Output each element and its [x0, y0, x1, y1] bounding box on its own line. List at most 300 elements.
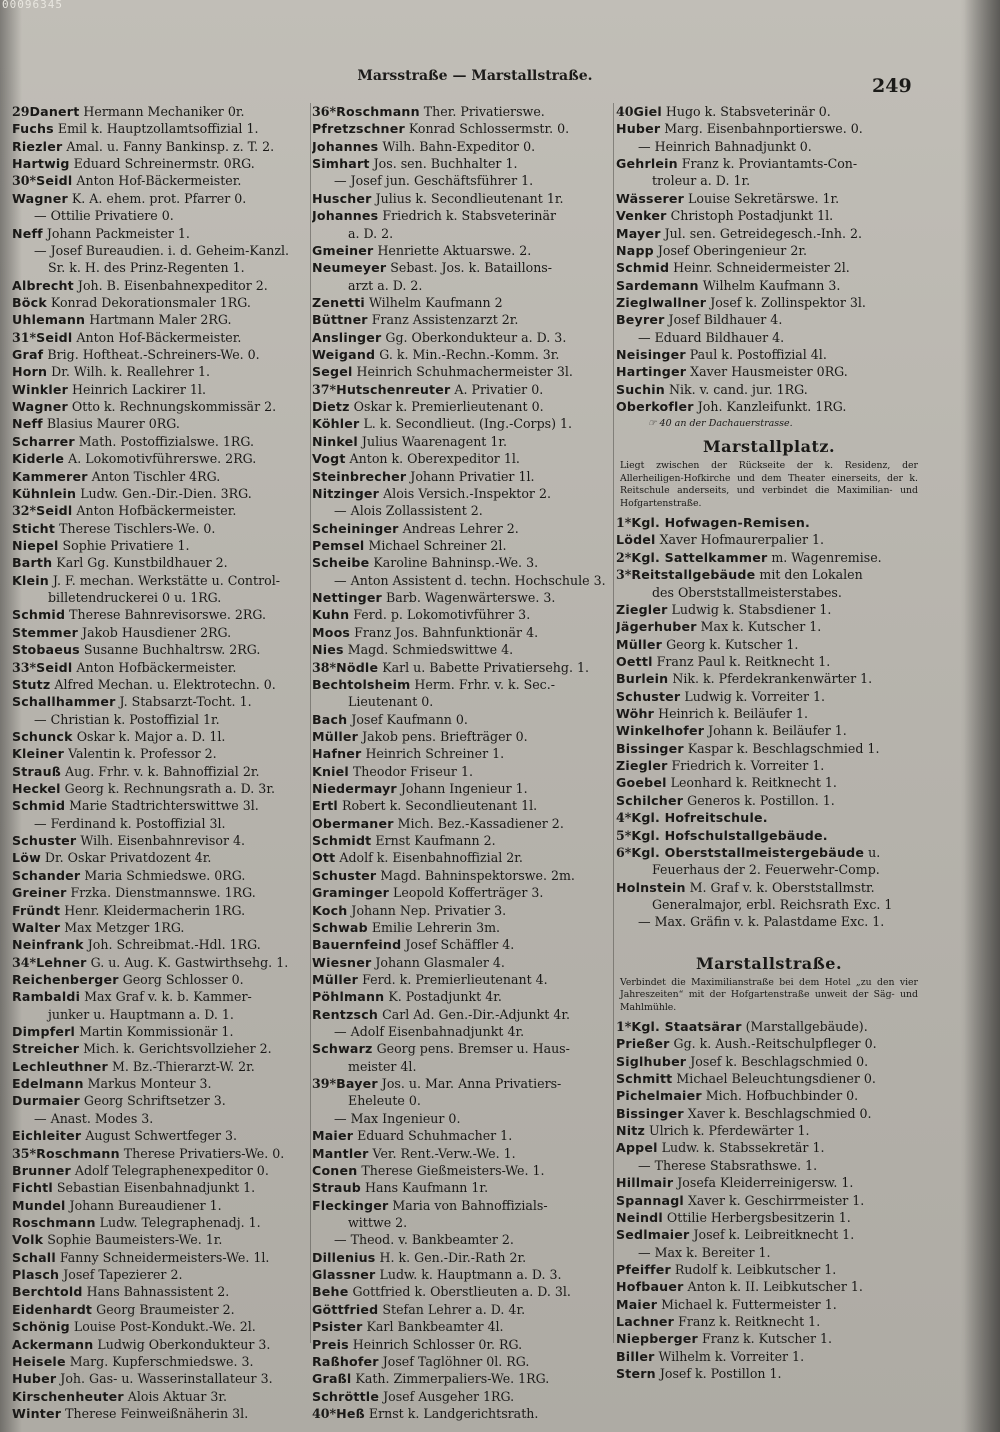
resident-details: Xaver k. Geschirrmeister 1.	[683, 1192, 865, 1208]
resident-surname: Kgl. Staatsärar	[631, 1018, 742, 1034]
resident-details: Martin Kommissionär 1.	[75, 1024, 234, 1040]
resident-surname: Neff	[12, 225, 43, 241]
directory-entry	[12, 207, 310, 224]
resident-surname: Nitzinger	[312, 485, 380, 501]
resident-surname: Johannes	[312, 208, 379, 224]
directory-entry	[616, 259, 922, 276]
directory-entry	[12, 103, 310, 120]
resident-details: Oskar k. Major a. D. 1l.	[72, 728, 226, 744]
directory-entry	[312, 902, 614, 919]
resident-surname: Rentzsch	[312, 1006, 379, 1022]
directory-entry	[616, 1330, 922, 1347]
directory-entry	[312, 1092, 614, 1109]
resident-surname: Schmitt	[616, 1071, 673, 1087]
directory-entry	[312, 884, 614, 901]
directory-entry	[312, 1336, 614, 1353]
resident-details: Ernst k. Landgerichtsrath.	[364, 1405, 539, 1421]
resident-surname: Hutschenreuter	[336, 381, 451, 397]
resident-details: Ther. Privatierswe.	[419, 104, 545, 119]
resident-details: Maria von Bahnoffizials-	[388, 1197, 548, 1213]
directory-entry	[12, 138, 310, 155]
resident-surname: Schwab	[312, 919, 368, 935]
entry-wrapped-line: arzt a. D. 2.	[348, 277, 423, 293]
resident-surname: Maier	[312, 1128, 354, 1144]
resident-details: Ludw. k. Stabssekretär 1.	[657, 1140, 825, 1156]
directory-entry	[12, 745, 310, 762]
resident-surname: Nettinger	[312, 590, 382, 606]
resident-details: Jakob pens. Briefträger 0.	[358, 728, 528, 744]
resident-surname: Spannagl	[616, 1192, 684, 1208]
directory-entry	[312, 919, 614, 936]
resident-surname: Mantler	[312, 1145, 369, 1161]
directory-entry	[616, 809, 922, 826]
directory-entry	[616, 155, 922, 172]
resident-surname: Ackermann	[12, 1336, 94, 1352]
house-number: 6*	[616, 844, 632, 860]
directory-entry	[616, 1122, 922, 1139]
resident-surname: Straub	[312, 1180, 361, 1196]
resident-surname: Streicher	[12, 1041, 80, 1057]
resident-surname: Schmid	[12, 607, 66, 623]
resident-surname: Napp	[616, 242, 654, 258]
resident-surname: Klein	[12, 572, 49, 588]
directory-entry	[312, 971, 614, 988]
resident-details: L. k. Secondlieut. (Ing.-Corps) 1.	[359, 416, 573, 432]
resident-details: Heinrich Lackirer 1l.	[68, 381, 206, 397]
directory-entry	[312, 693, 614, 710]
resident-details: Ferd. k. Premierlieutenant 4.	[358, 971, 548, 987]
directory-entry	[12, 1336, 310, 1353]
directory-entry	[12, 502, 310, 519]
resident-surname: Bechtolsheim	[312, 676, 411, 692]
resident-surname: Bayer	[336, 1076, 378, 1092]
resident-surname: Wässerer	[616, 190, 685, 206]
resident-surname: Schilcher	[616, 792, 684, 808]
resident-details: Aug. Frhr. v. k. Bahnoffizial 2r.	[61, 763, 260, 779]
book-gutter-shadow	[964, 0, 1000, 1432]
directory-entry	[312, 1197, 614, 1214]
resident-details: Jos. u. Mar. Anna Privatiers-	[377, 1076, 562, 1092]
entry-wrapped-line: wittwe 2.	[348, 1215, 408, 1230]
resident-surname: Fleckinger	[312, 1197, 389, 1213]
entry-continuation: — Josef Bureaudien. i. d. Geheim-Kanzl.	[34, 242, 290, 258]
resident-details: Josef k. Zollinspektor 3l.	[706, 294, 866, 310]
directory-entry	[312, 659, 614, 676]
directory-entry	[312, 155, 614, 172]
entry-continuation: — Ottilie Privatiere 0.	[34, 208, 174, 224]
street-note	[616, 415, 922, 432]
entry-wrapped-line: Generalmajor, erbl. Reichsrath Exc. 1	[652, 897, 893, 912]
resident-surname: Seidl	[36, 173, 73, 189]
directory-entry	[12, 659, 310, 676]
directory-entry	[12, 641, 310, 658]
directory-entry	[616, 120, 922, 137]
resident-surname: Berchtold	[12, 1284, 83, 1300]
entry-continuation: — Max k. Bereiter 1.	[638, 1244, 771, 1260]
resident-surname: Pichelmaier	[616, 1088, 702, 1104]
house-number: 39*	[312, 1076, 337, 1092]
resident-surname: Vogt	[312, 451, 346, 467]
column-1	[12, 103, 310, 1422]
directory-entry	[12, 832, 310, 849]
resident-details: Leonhard k. Reitknecht 1.	[666, 775, 837, 791]
directory-entry	[312, 502, 614, 519]
resident-surname: Lechleuthner	[12, 1058, 108, 1074]
directory-entry	[12, 1405, 310, 1422]
resident-details: Paul k. Postoffizial 4l.	[685, 347, 827, 363]
resident-surname: Walter	[12, 919, 61, 935]
house-number: 3*	[616, 567, 632, 583]
directory-entry	[312, 797, 614, 814]
directory-entry	[12, 1249, 310, 1266]
resident-surname: Kleiner	[12, 746, 65, 762]
resident-details: Josef Oberingenieur 2r.	[653, 242, 807, 258]
resident-surname: Stobaeus	[12, 642, 80, 658]
directory-entry	[12, 415, 310, 432]
resident-details: Josef k. Leibreitknecht 1.	[689, 1227, 855, 1243]
house-number: 36*	[312, 104, 337, 119]
resident-surname: Niedermayr	[312, 781, 397, 797]
resident-details: Karl u. Babette Privatiersehg. 1.	[378, 659, 589, 675]
resident-details: Hans Bahnassistent 2.	[82, 1284, 230, 1300]
resident-details: Sophie Baumeisters-We. 1r.	[43, 1232, 223, 1248]
directory-entry	[616, 381, 922, 398]
resident-surname: Kgl. Oberststallmeistergebäude	[631, 844, 865, 860]
entry-continuation: — Heinrich Bahnadjunkt 0.	[638, 138, 812, 154]
resident-surname: Sticht	[12, 520, 56, 536]
resident-surname: Oberkofler	[616, 399, 694, 415]
directory-entry	[616, 1313, 922, 1330]
resident-details: Robert k. Secondlieutenant 1l.	[337, 798, 538, 814]
directory-entry	[616, 190, 922, 207]
directory-entry	[616, 722, 922, 739]
resident-surname: Köhler	[312, 416, 360, 432]
directory-entry	[312, 398, 614, 415]
resident-surname: Kiderle	[12, 451, 65, 467]
directory-entry	[616, 1174, 922, 1191]
resident-details: Julius Waarenagent 1r.	[357, 433, 508, 449]
directory-entry	[312, 832, 614, 849]
resident-details: Julius k. Secondlieutenant 1r.	[371, 190, 564, 206]
directory-entry	[12, 381, 310, 398]
resident-details: Dr. Wilh. k. Reallehrer 1.	[47, 364, 211, 380]
entry-wrapped-line: Lieutenant 0.	[348, 694, 434, 710]
resident-details: Josef Bildhauer 4.	[664, 312, 783, 328]
page-number: 249	[872, 75, 912, 97]
resident-surname: Müller	[312, 971, 359, 987]
resident-details: Eduard Schreinermstr. 0RG.	[69, 156, 255, 172]
house-number: 35*	[12, 1145, 37, 1161]
resident-surname: Graminger	[312, 885, 390, 901]
resident-details: Carl Ad. Gen.-Dir.-Adjunkt 4r.	[378, 1006, 570, 1022]
directory-entry	[12, 225, 310, 242]
column-3-entries	[616, 103, 922, 415]
directory-entry	[12, 1127, 310, 1144]
resident-details: Jul. sen. Getreidegesch.-Inh. 2.	[660, 225, 863, 241]
directory-entry	[12, 1023, 310, 1040]
entry-continuation: — Anast. Modes 3.	[34, 1110, 154, 1126]
resident-details: Eduard Schuhmacher 1.	[353, 1128, 513, 1144]
directory-entry	[312, 1127, 614, 1144]
house-number: 34*	[12, 954, 37, 970]
resident-surname: Kuhn	[312, 607, 350, 623]
resident-surname: Neumeyer	[312, 260, 387, 276]
directory-entry	[12, 815, 310, 832]
section-title-marstallstrasse: Marstallstraße.	[695, 953, 843, 973]
resident-details: Johann Nep. Privatier 3.	[347, 902, 507, 918]
directory-entry	[616, 601, 922, 618]
directory-entry	[312, 1301, 614, 1318]
directory-entry	[312, 277, 614, 294]
resident-details: Joh. B. Eisenbahnexpeditor 2.	[73, 277, 268, 293]
resident-surname: Wagner	[12, 399, 68, 415]
directory-entry	[616, 138, 922, 155]
house-number: 1*	[616, 515, 632, 531]
directory-entry	[12, 849, 310, 866]
resident-details: Heinrich Schlosser 0r. RG.	[348, 1336, 523, 1352]
resident-details: Georg Schriftsetzer 3.	[79, 1093, 226, 1109]
resident-surname: Venker	[616, 208, 667, 224]
directory-entry	[12, 693, 310, 710]
resident-details: Jos. sen. Buchhalter 1.	[369, 156, 518, 172]
directory-entry	[616, 1209, 922, 1226]
directory-entry	[12, 468, 310, 485]
resident-details: Franz k. Proviantamts-Con-	[677, 156, 858, 172]
resident-details: Konrad Schlossermstr. 0.	[404, 121, 570, 137]
resident-details: Emilie Lehrerin 3m.	[367, 919, 501, 935]
directory-entry	[616, 896, 922, 913]
directory-entry	[12, 728, 310, 745]
resident-details: Franz Assistenzarzt 2r.	[367, 312, 519, 328]
resident-details: Friedrich k. Vorreiter 1.	[667, 758, 825, 774]
resident-surname: Heisele	[12, 1353, 66, 1369]
directory-entry	[12, 624, 310, 641]
directory-entry	[12, 1388, 310, 1405]
resident-details: Johann Privatier 1l.	[406, 468, 535, 484]
resident-surname: Schall	[12, 1249, 56, 1265]
resident-surname: Ziegler	[616, 601, 668, 617]
directory-entry	[616, 670, 922, 687]
resident-details: Michael Beleuchtungsdiener 0.	[672, 1071, 876, 1087]
directory-entry	[312, 1388, 614, 1405]
entry-continuation: — Therese Stabsrathswe. 1.	[638, 1157, 818, 1173]
resident-details: Alfred Mechan. u. Elektrotechn. 0.	[50, 676, 276, 692]
resident-details: Stefan Lehrer a. D. 4r.	[378, 1301, 526, 1317]
directory-entry	[312, 606, 614, 623]
directory-entry	[12, 1197, 310, 1214]
directory-entry	[12, 1162, 310, 1179]
resident-surname: Stern	[616, 1366, 656, 1382]
resident-details: Georg pens. Bremser u. Haus-	[372, 1041, 570, 1057]
directory-entry	[12, 242, 310, 259]
resident-details: Xaver k. Beschlagschmied 0.	[683, 1105, 872, 1121]
directory-entry	[312, 1370, 614, 1387]
resident-surname: Albrecht	[12, 277, 74, 293]
resident-surname: Kgl. Hofreitschule.	[631, 810, 768, 826]
resident-surname: Kgl. Hofwagen-Remisen.	[631, 515, 811, 531]
resident-surname: Danert	[29, 104, 80, 119]
resident-details: Joh. Schreibmat.-Hdl. 1RG.	[83, 937, 261, 953]
house-number: 40*	[312, 1405, 337, 1421]
resident-surname: Fichtl	[12, 1180, 53, 1196]
resident-surname: Scheibe	[312, 555, 370, 571]
resident-surname: Simhart	[312, 156, 370, 172]
directory-entry	[312, 1058, 614, 1075]
directory-entry	[616, 792, 922, 809]
directory-entry	[616, 329, 922, 346]
directory-entry	[312, 225, 614, 242]
resident-surname: Bauernfeind	[312, 937, 402, 953]
resident-surname: Winkler	[12, 381, 69, 397]
resident-surname: Dillenius	[312, 1249, 376, 1265]
entry-continuation: — Anton Assistent d. techn. Hochschule 3.	[334, 572, 606, 588]
resident-surname: Uhlemann	[12, 312, 86, 328]
entry-continuation: — Josef jun. Geschäftsführer 1.	[334, 173, 534, 189]
directory-entry	[616, 311, 922, 328]
resident-details: Herm. Frhr. v. k. Sec.-	[410, 676, 555, 692]
directory-entry	[312, 728, 614, 745]
resident-surname: Holnstein	[616, 879, 686, 895]
resident-surname: Steinbrecher	[312, 468, 407, 484]
resident-surname: Jägerhuber	[616, 619, 697, 635]
resident-surname: Obermaner	[312, 815, 394, 831]
resident-details: Sebastian Eisenbahnadjunkt 1.	[52, 1180, 256, 1196]
directory-entry	[312, 1249, 614, 1266]
resident-details: Mich. Bez.-Kassadiener 2.	[393, 815, 564, 831]
resident-details: Joh. Gas- u. Wasserinstallateur 3.	[56, 1371, 273, 1387]
resident-surname: Eidenhardt	[12, 1301, 93, 1317]
resident-details: J. Stabsarzt-Tocht. 1.	[115, 694, 252, 710]
resident-surname: Burlein	[616, 671, 669, 687]
resident-surname: Schmid	[616, 260, 670, 276]
directory-entry	[312, 1145, 614, 1162]
resident-details: Karl Bankbeamter 4l.	[362, 1319, 504, 1335]
resident-surname: Hofbauer	[616, 1279, 684, 1295]
directory-entry	[312, 381, 614, 398]
directory-entry	[312, 641, 614, 658]
resident-details: Generos k. Postillon. 1.	[683, 792, 835, 808]
directory-entry	[312, 415, 614, 432]
directory-entry	[12, 363, 310, 380]
resident-details: Anton Hof-Bäckermeister.	[72, 329, 242, 345]
resident-surname: Dimpferl	[12, 1024, 76, 1040]
resident-details: Josef Ausgeher 1RG.	[379, 1388, 515, 1404]
resident-details: Anton k. II. Leibkutscher 1.	[683, 1279, 863, 1295]
resident-details: Alois Aktuar 3r.	[123, 1388, 228, 1404]
entry-continuation: — Adolf Eisenbahnadjunkt 4r.	[334, 1024, 525, 1040]
directory-entry	[12, 1092, 310, 1109]
directory-entry	[312, 103, 614, 120]
resident-surname: Moos	[312, 624, 351, 640]
resident-details: Anton Hofbäckermeister.	[72, 659, 237, 675]
resident-details: Susanne Buchhaltrsw. 2RG.	[79, 642, 261, 658]
directory-entry	[312, 1214, 614, 1231]
resident-surname: Niepel	[12, 537, 59, 553]
resident-surname: Beyrer	[616, 312, 665, 328]
resident-surname: Kühnlein	[12, 485, 77, 501]
directory-entry	[616, 757, 922, 774]
directory-entry	[312, 988, 614, 1005]
resident-details: A. Privatier 0.	[450, 381, 544, 397]
directory-entry	[616, 1139, 922, 1156]
directory-entry	[12, 763, 310, 780]
entry-wrapped-line: junker u. Hauptmann a. D. 1.	[48, 1006, 234, 1022]
resident-surname: Wöhr	[616, 706, 655, 722]
resident-details: (Marstallgebäude).	[741, 1018, 868, 1034]
resident-details: Ludw. Gen.-Dir.-Dien. 3RG.	[76, 485, 252, 501]
resident-details: Xaver Hofmaurerpalier 1.	[655, 532, 825, 548]
resident-details: Kaspar k. Beschlagschmied 1.	[683, 740, 880, 756]
directory-entry	[12, 190, 310, 207]
directory-entry	[616, 774, 922, 791]
directory-entry	[312, 1110, 614, 1127]
directory-entry	[312, 676, 614, 693]
directory-entry	[616, 1087, 922, 1104]
resident-surname: Plasch	[12, 1267, 60, 1283]
resident-surname: Heckel	[12, 781, 61, 797]
entry-wrapped-line: a. D. 2.	[348, 225, 394, 241]
resident-surname: Eichleiter	[12, 1128, 82, 1144]
resident-surname: Schwarz	[312, 1041, 373, 1057]
resident-details: Josef k. Postillon 1.	[655, 1366, 782, 1382]
directory-entry	[616, 1192, 922, 1209]
resident-surname: Lödel	[616, 532, 656, 548]
resident-details: Therese Privatiers-We. 0.	[119, 1145, 285, 1161]
directory-entry	[12, 936, 310, 953]
directory-entry	[616, 1018, 922, 1035]
directory-entry	[312, 537, 614, 554]
resident-surname: Schönig	[12, 1319, 70, 1335]
resident-details: Johann Ingenieur 1.	[396, 781, 528, 797]
resident-surname: Nödle	[336, 659, 379, 675]
directory-entry	[12, 711, 310, 728]
resident-details: Max k. Kutscher 1.	[696, 619, 822, 635]
resident-details: Hartmann Maler 2RG.	[85, 312, 232, 328]
resident-details: Otto k. Rechnungskommissär 2.	[67, 399, 277, 415]
directory-entry	[616, 827, 922, 844]
directory-entry	[12, 311, 310, 328]
resident-details: Blasius Maurer 0RG.	[42, 416, 180, 432]
resident-surname: Bissinger	[616, 1105, 684, 1121]
resident-details: Josef Schäffler 4.	[401, 937, 515, 953]
resident-surname: Prießer	[616, 1036, 670, 1052]
resident-surname: Neff	[12, 416, 43, 432]
directory-entry	[12, 971, 310, 988]
resident-surname: Graf	[12, 347, 44, 363]
house-number: 31*	[12, 329, 37, 345]
resident-surname: Huscher	[312, 190, 372, 206]
directory-entry	[312, 936, 614, 953]
resident-details: Max Graf v. k. b. Kammer-	[80, 989, 252, 1005]
resident-details: Hermann Mechaniker 0r.	[79, 104, 245, 119]
resident-surname: Seidl	[36, 503, 73, 519]
directory-entry	[616, 549, 922, 566]
resident-details: Ver. Rent.-Verw.-We. 1.	[368, 1145, 516, 1161]
section-description-marstallplatz: Liegt zwischen der Rückseite der k. Residenz, der Allerheiligen-Hofkirche und dem Theater einerseits, der k. Reitschule anderseits, und verbindet die Maximilian- und Hofgartenstraße.	[620, 460, 918, 509]
resident-details: Heinrich Schuhmachermeister 3l.	[352, 364, 573, 380]
resident-details: Hugo k. Stabsveterinär 0.	[661, 104, 831, 119]
resident-surname: Hillmair	[616, 1175, 674, 1191]
resident-surname: Strauß	[12, 763, 62, 779]
directory-entry	[616, 618, 922, 635]
directory-entry	[312, 1023, 614, 1040]
resident-details: Henr. Kleidermacherin 1RG.	[60, 902, 246, 918]
resident-surname: Neisinger	[616, 347, 686, 363]
directory-entry	[312, 346, 614, 363]
directory-entry	[12, 294, 310, 311]
resident-surname: Schander	[12, 867, 81, 883]
running-header: Marsstraße — Marstallstraße.	[357, 68, 593, 84]
